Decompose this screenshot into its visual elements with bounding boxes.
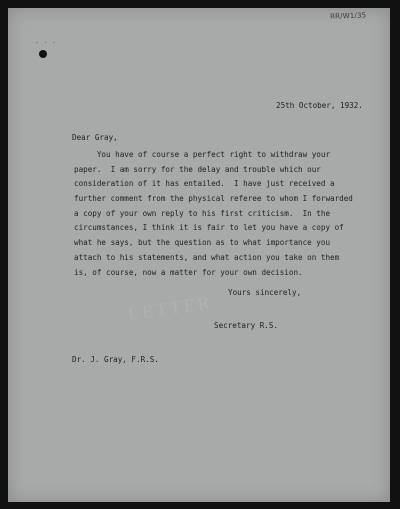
letter-date: 25th October, 1932. <box>276 101 363 110</box>
body-line: further comment from the physical referee to whom I forwarded <box>74 194 353 204</box>
body-line: is, of course, now a matter for your own decision. <box>74 267 303 277</box>
body-line: You have of course a perfect right to withdraw your <box>74 150 331 159</box>
recipient-name: Dr. J. Gray, F.R.S. <box>72 355 159 364</box>
body-line: consideration of it has entailed. I have just received a <box>74 179 335 189</box>
body-line: circumstances, I think it is fair to let you have a copy of <box>74 223 344 233</box>
letter-body <box>74 148 374 280</box>
salutation: Dear Gray, <box>72 133 118 142</box>
margin-dots: ... <box>35 38 61 45</box>
body-line: paper. I am sorry for the delay and trouble which our <box>74 164 321 174</box>
complimentary-close: Yours sincerely, <box>228 288 302 297</box>
body-line: a copy of your own reply to his first criticism. In the <box>74 208 331 218</box>
show-through-watermark: LETTER <box>126 292 214 324</box>
archive-reference: RR/W1/35 <box>329 11 367 21</box>
body-line: what he says, but the question as to what importance you <box>74 238 331 248</box>
sender-title: Secretary R.S. <box>214 321 279 330</box>
body-line: attach to his statements, and what action you take on them <box>74 252 340 262</box>
punch-hole <box>39 50 47 58</box>
